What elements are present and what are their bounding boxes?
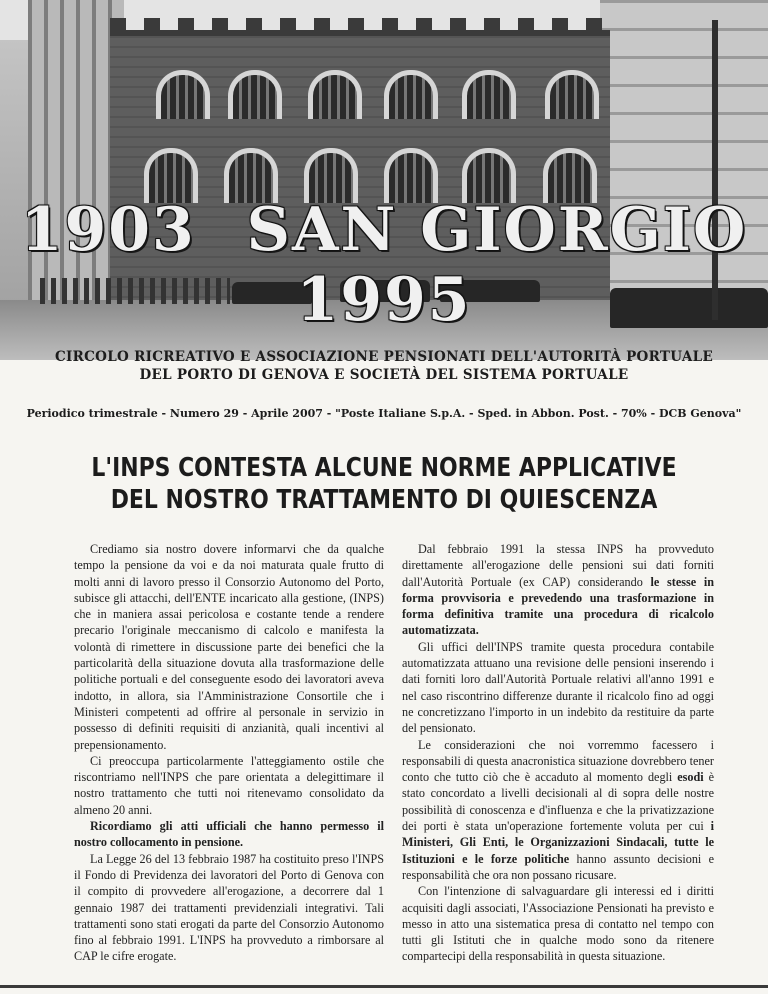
text: Dal febbraio 1991 la stessa INPS ha provveduto direttamente all'erogazione delle pensioni sui dati forniti dall'Autorità Portuale (ex CAP) considerando	[402, 542, 714, 589]
paragraph	[402, 737, 714, 884]
paragraph: Gli uffici dell'INPS tramite questa procedura contabile automatizzata attuano una revisione delle pensioni inserendo i dati forniti loro dall'Autorità Portuale relativi all'anno 1991 e nel caso riscontrino differenze durante il ricalcolo fino ad oggi ne concretizzano l'importo in un indebito da restituire da parte del pensionato.	[402, 639, 714, 736]
text: è stato concordato a livelli decisionali al di sopra delle nostre possibilità di conoscenza e d'influenza e che la privatizzazione dei porti è stata un'operazione fortemente voluta per cui	[402, 770, 714, 834]
text: hanno assunto decisioni e responsabilità che ora non possano ricusare.	[402, 851, 714, 882]
paragraph: Ci preoccupa particolarmente l'atteggiamento ostile che riscontriamo nell'INPS che pare orientata a delegittimare il nostro trattamento che tutti noi ritenevamo consolidato da almeno 20 anni.	[74, 753, 384, 817]
bold-text: i Ministeri, Gli Enti, le Organizzazioni Sindacali, tutte le Istituzioni e le forze politiche	[402, 819, 714, 866]
palace-window	[156, 70, 210, 119]
palace-window	[384, 70, 438, 119]
paragraph	[402, 541, 714, 639]
bottom-rule	[0, 985, 768, 988]
bold-paragraph	[74, 818, 384, 851]
paragraph: La Legge 26 del 13 febbraio 1987 ha costituito preso l'INPS il Fondo di Previdenza dei lavoratori del Porto di Genova con il compito di provvedere all'erogazione, a decorrere dal 1 gennaio 1987 dei trattamenti previdenziali integrativi. Tali trattamenti sono stati erogati da parte del Consorzio Autonomo fino al febbraio 1991. L'INPS ha provveduto a rimborsare al CAP le cifre erogate.	[74, 851, 384, 964]
masthead-photo	[0, 0, 768, 360]
paragraph: Con l'intenzione di salvaguardare gli interessi ed i diritti acquisiti dagli associati, l'Associazione Pensionati ha previsto e messo in atto una sistematica presa di contatto nel tempo con tutti gli Istituti che in qualche modo sono da ritenere compartecipi della responsabilità in questa situazione.	[402, 884, 714, 964]
bold-text: esodi	[677, 770, 704, 785]
palace-window	[462, 70, 516, 119]
article-column-left	[74, 541, 384, 965]
organization-line-2: DEL PORTO DI GENOVA E SOCIETÀ DEL SISTEMA PORTUALE	[139, 367, 629, 383]
article-headline	[54, 452, 714, 516]
headline-line-2: DEL NOSTRO TRATTAMENTO DI QUIESCENZA	[110, 485, 658, 515]
masthead-title	[0, 195, 768, 335]
palace-window	[228, 70, 282, 119]
masthead-name: SAN GIORGIO	[246, 195, 748, 265]
palace-window	[545, 70, 599, 119]
organization-name	[0, 348, 768, 384]
organization-line-1: CIRCOLO RICREATIVO E ASSOCIAZIONE PENSIONATI DELL'AUTORITÀ PORTUALE	[54, 349, 714, 365]
paragraph: Crediamo sia nostro dovere informarvi che da qualche tempo la pensione da voi e da noi maturata quale frutto di molti anni di lavoro presso il Consorzio Autonomo del Porto, subisce gli attacchi, dell'ENTE incaricato alla gestione, (INPS) che in maniera assai pericolosa e costante tende a rendere precario l'originale meccanismo di calcolo e manifesta la volontà di rimettere in discussione parte dei benefici che la particolarità della situazione dovuta alla trasformazione delle politiche portuali e del conseguente esodo dei lavoratori aveva indotto, in allora, sia l'Amministrazione Consortile che i Ministeri competenti ad offrire al personale in servizio in possesso di definiti requisiti di anzianità, quali incentivi al prepensionamento.	[74, 542, 384, 752]
bold-text: Ricordiamo gli atti ufficiali che hanno permesso il nostro collocamento in pensione.	[74, 819, 384, 850]
headline-line-1: L'INPS CONTESTA ALCUNE NORME APPLICATIVE	[91, 453, 677, 483]
masthead-year-start: 1903	[20, 195, 196, 265]
bold-text: le stesse in forma provvisoria e prevedendo una trasformazione in forma definitiva tramite una procedura di ricalcolo automatizzata.	[402, 574, 714, 638]
issue-line: Periodico trimestrale - Numero 29 - Aprile 2007 - "Poste Italiane S.p.A. - Sped. in Abbon. Post. - 70% - DCB Genova"	[26, 407, 742, 420]
text: Le considerazioni che noi vorremmo facessero i responsabili di questa anacronistica situazione dovrebbero tener conto che tutto ciò che è accaduto al momento degli	[402, 737, 714, 785]
palace-window	[308, 70, 362, 119]
article-column-right	[402, 541, 714, 965]
masthead-year-end: 1995	[296, 265, 472, 335]
